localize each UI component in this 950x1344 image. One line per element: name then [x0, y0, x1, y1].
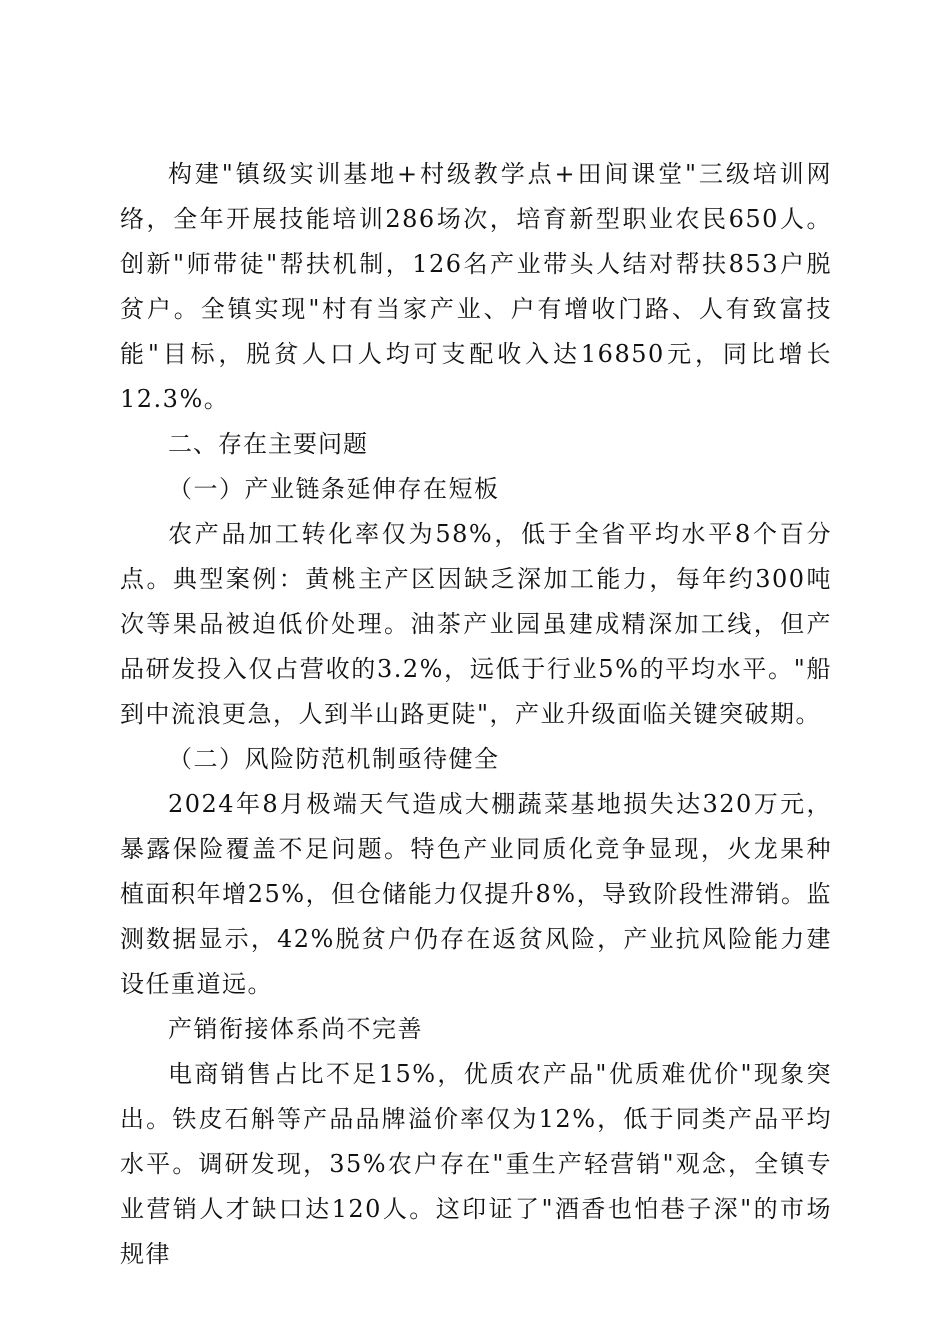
subheading-industry-chain: （一）产业链条延伸存在短板 — [168, 475, 500, 503]
paragraph-ecommerce-sales: 电商销售占比不足15%，优质农产品"优质难优价"现象突出。铁皮石斛等产品品牌溢价率仅为12%，低于同类产品平均水平。调研发现，35%农户存在"重生产轻营销"观念，全镇专业营销人才缺口达120人。这印证了"酒香也怕巷子深"的市场规律 — [120, 1060, 832, 1268]
paragraph-processing-rate: 农产品加工转化率仅为58%，低于全省平均水平8个百分点。典型案例：黄桃主产区因缺乏深加工能力，每年约300吨次等果品被迫低价处理。油茶产业园虽建成精深加工线，但产品研发投入仅占营收的3.2%，远低于行业5%的平均水平。"船到中流浪更急，人到半山路更陡"，产业升级面临关键突破期。 — [120, 520, 832, 728]
subheading-risk-prevention: （二）风险防范机制亟待健全 — [168, 745, 500, 773]
subheading-sales-connection: 产销衔接体系尚不完善 — [168, 1015, 423, 1043]
paragraph-extreme-weather: 2024年8月极端天气造成大棚蔬菜基地损失达320万元，暴露保险覆盖不足问题。特色产业同质化竞争显现，火龙果种植面积年增25%，但仓储能力仅提升8%，导致阶段性滞销。监测数据显示，42%脱贫户仍存在返贫风险，产业抗风险能力建设任重道远。 — [120, 790, 832, 998]
section-heading-main-problems: 二、存在主要问题 — [168, 430, 368, 458]
document-body — [120, 152, 832, 1277]
paragraph-training-network: 构建"镇级实训基地+村级教学点+田间课堂"三级培训网络，全年开展技能培训286场次，培育新型职业农民650人。创新"师带徒"帮扶机制，126名产业带头人结对帮扶853户脱贫户。全镇实现"村有当家产业、户有增收门路、人有致富技能"目标，脱贫人口人均可支配收入达16850元，同比增长12.3%。 — [120, 160, 832, 413]
